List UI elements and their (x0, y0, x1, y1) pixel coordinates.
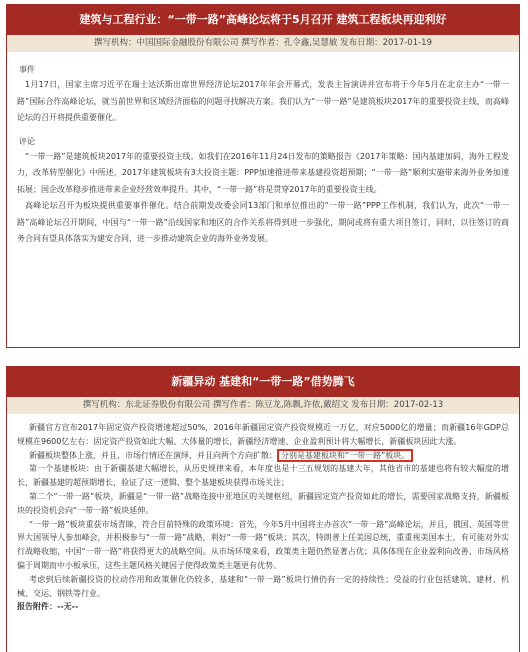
paragraph-4: 第二个“一带一路”板块，新疆是“一带一路”战略连接中亚地区的关键枢纽，新疆固定资产投资如此的增长，需要国家战略支持，新疆板块的投资机会向“一带一路”板块延伸。 (17, 491, 509, 515)
report-card-2 (6, 366, 520, 652)
comment-paragraph-1: “一带一路”是建筑板块2017年的重要投资主线。如我们在2016年11月24日发布的策略报告《2017年策略：国内基建加码，海外工程发力，改革转型催化》中所述，2017年建筑板块有3大投资主题：PPP加速推进带来基建投资超预期；“一带一路”顺利实施带来海外业务加速拓展；国企改革稳步推进带来企业经营效率提升。其中，“一带一路”将是贯穿2017年的重要投资主线。 (17, 151, 509, 194)
report-title[interactable]: 新疆异动 基建和“一带一路”借势腾飞 (7, 367, 519, 397)
paragraph-6: 考虑到后续新疆投资的拉动作用和政策催化仍较多，基建和“一带一路”板块行情仍有一定的持续性；受益的行业包括建筑、建材、机械、交运、钢铁等行业。 (17, 574, 509, 598)
report-meta: 撰写机构：中国国际金融股份有限公司 撰写作者：孔令鑫,吴慧敏 发布日期：2017-01-19 (7, 35, 519, 52)
event-paragraph: 1月17日，国家主席习近平在瑞士达沃斯出席世界经济论坛2017年年会开幕式，发表主旨演讲并宣布将于今年5月在北京主办“一带一路”国际合作高峰论坛，就当前世界和区域经济面临的问题寻找解决方案。我们认为“一带一路”是建筑板块2017年的重要投资主线，而高峰论坛的召开将提供重要催化。 (17, 80, 509, 122)
paragraph-1: 新疆官方宣布2017年固定资产投资增速超过50%，2016年新疆固定资产投资规模近一万亿，对应5000亿的增量；而新疆16年GDP总规模在9600亿左右：固定资产投资如此大幅、大体量的增长，新疆经济增速、企业盈利预计将大幅增长，新疆板块因此大涨。 (17, 423, 509, 446)
event-heading: 事件 (19, 65, 35, 74)
report-attachment: 报告附件：--无-- (17, 602, 79, 612)
report-body (7, 414, 519, 614)
report-meta: 撰写机构：东北证券股份有限公司 撰写作者：陈豆龙,陈飘,许侬,戴绍文 发布日期：2017-02-13 (7, 397, 519, 414)
report-card-1 (6, 4, 520, 348)
report-body (7, 52, 519, 248)
paragraph-5: “一带一路”板块重获市场青睐，符合目前特殊的政策环境：首先，今年5月中国将主办首次“一带一路”高峰论坛，并且，俄国、英国等世界大国领导人参加峰会，并积极参与“一带一路”战略，利好“一带一路”板块；其次，特朗普上任美国总统，重重视美国本土，有可能对外实行战略收缩，中国“一带一路”将获得更大的战略空间。从市场环境来看，政策类主题仍然显著占优；具体体现在企业盈利向改善、市场风格偏于周期而中小板承压，这些主题风格关键因子使得政策类主题更有优势。 (17, 519, 509, 570)
paragraph-2-text: 新疆板块整体上涨，并且，市场行情还在演绎，并且向两个方向扩散： (29, 450, 277, 460)
comment-paragraph-2: 高峰论坛召开为板块提供重要事件催化。结合前期发改委会同13部门和单位推出的“一带一路”PPP工作机制，我们认为，此次“一带一路”高峰论坛召开期间，中国与“一带一路”沿线国家和地区的合作关系将得到进一步强化，期间或将有重大项目签订，同时，以往签订的商务合同有望具体落实为建安合同，进一步推动建筑企业的海外业务发展。 (17, 201, 509, 243)
highlighted-sentence: 分别是基建板块和“一带一路”板块。 (277, 449, 413, 462)
paragraph-2 (17, 449, 509, 463)
comment-heading: 评论 (19, 136, 35, 146)
report-title[interactable]: 建筑与工程行业：“一带一路”高峰论坛将于5月召开 建筑工程板块再迎利好 (7, 5, 519, 35)
paragraph-3: 第一个基建板块：由于新疆基建大幅增长，从历史规律来看，本年度也是十三五规划的基建大年，其他省市的基建也将有较大幅度的增长，新疆基建的超预期增长，验证了这一逻辑，整个基建板块获得市场关注； (17, 464, 509, 488)
